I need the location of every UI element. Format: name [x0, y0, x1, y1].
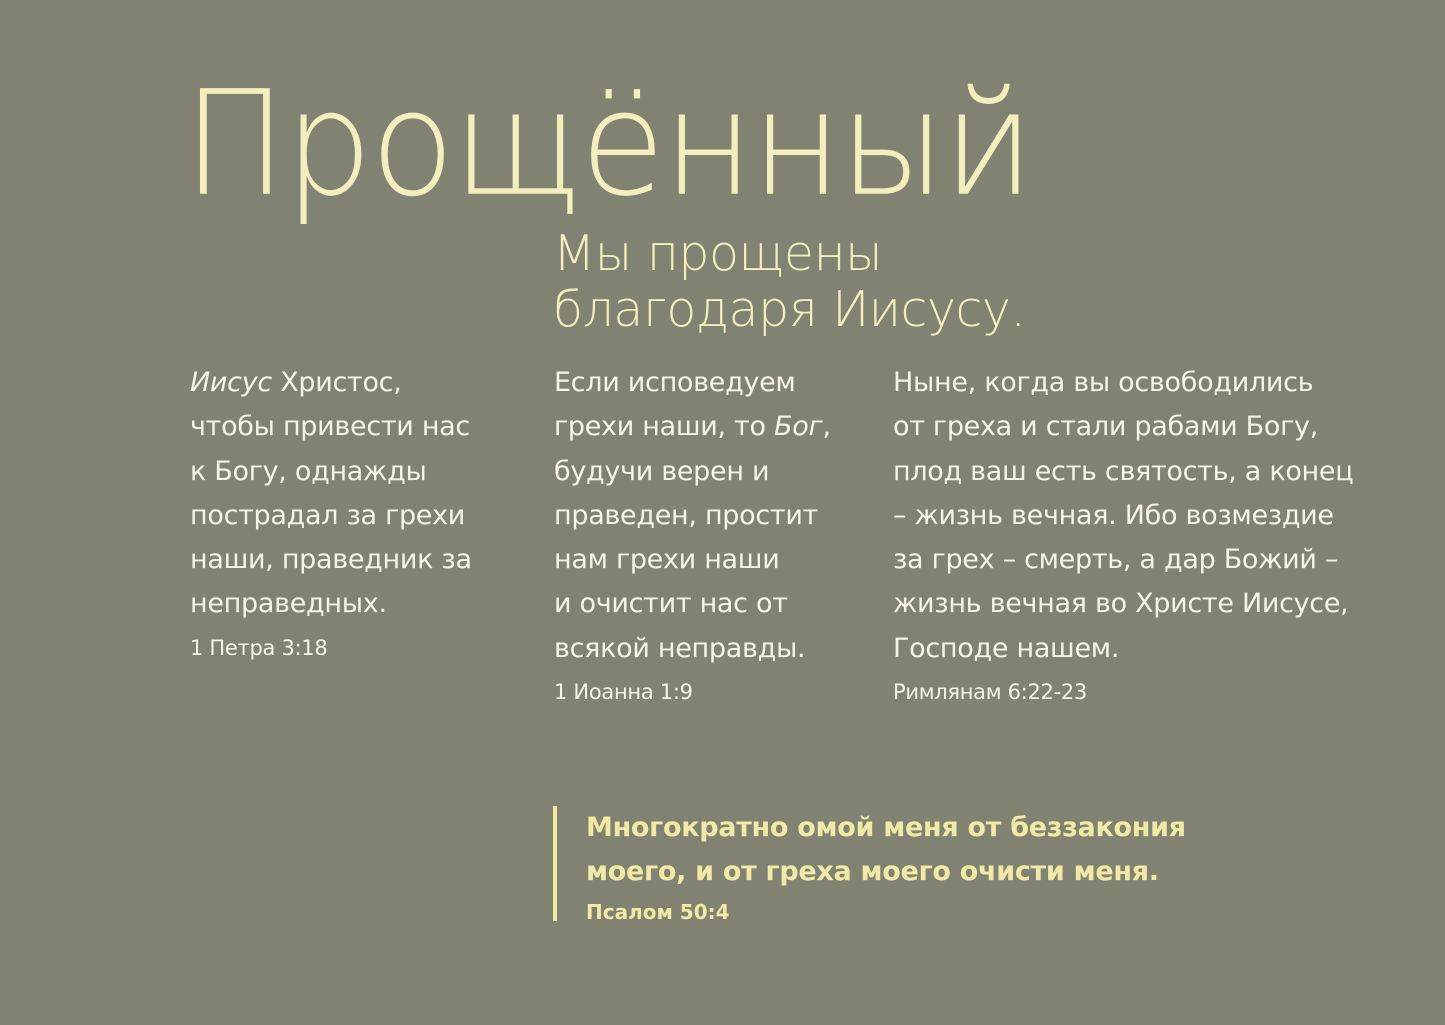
quote-reference: Псалом 50:4 [586, 900, 730, 924]
page-title: Прощённый [183, 59, 1033, 229]
verse-line: всякой неправды. [554, 632, 806, 664]
verse-line [554, 405, 831, 449]
verse-line: Если исповедуем [554, 367, 796, 398]
verse-line: Ныне, когда вы освободились [893, 367, 1314, 398]
quote-line-2: моего, и от греха моего очисти меня. [586, 856, 1159, 887]
verse-line: – жизнь вечная. Ибо возмездие [893, 499, 1334, 531]
quote-line-1: Многократно омой меня от беззакония [586, 812, 1186, 843]
verse-line: наши, праведник за [190, 544, 472, 576]
verse-line: будучи верен и [554, 455, 770, 487]
verse-line: жизнь вечная во Христе Иисусе, [893, 588, 1349, 620]
verse-reference: 1 Петра 3:18 [190, 635, 328, 660]
verse-line: к Богу, однажды [190, 455, 427, 487]
subtitle [553, 226, 1025, 338]
verse-line-text: грехи наши, то [554, 411, 774, 443]
verse-line-text: Христос, [271, 367, 402, 398]
verse-column-3 [893, 361, 1353, 707]
verse-line: плод ваш есть святость, а конец [893, 455, 1354, 487]
verse-line: неправедных. [190, 588, 387, 620]
subtitle-line-2: благодаря Иисусу. [553, 281, 1026, 338]
verse-line-punctuation: , [822, 411, 831, 443]
verse-line: праведен, простит [554, 499, 819, 531]
verse-line: пострадал за грехи [190, 499, 466, 531]
verse-italic-word: Бог [774, 411, 823, 443]
verse-line: и очистит нас от [554, 588, 788, 620]
pull-quote [553, 806, 1186, 924]
verse-line [190, 361, 472, 405]
verse-column-1 [190, 361, 472, 663]
verse-reference: 1 Иоанна 1:9 [554, 680, 693, 705]
verse-line: нам грехи наши [554, 544, 780, 576]
subtitle-line-1: Мы прощены [553, 225, 883, 282]
verse-reference: Римлянам 6:22-23 [893, 680, 1087, 705]
verse-line: от греха и стали рабами Богу, [893, 411, 1318, 443]
verse-line: чтобы привести нас [190, 411, 470, 443]
verse-italic-word: Иисус [190, 367, 272, 398]
verse-line: за грех – смерть, а дар Божий – [893, 544, 1339, 576]
verse-line: Господе нашем. [893, 632, 1120, 664]
verse-column-2 [554, 361, 831, 707]
